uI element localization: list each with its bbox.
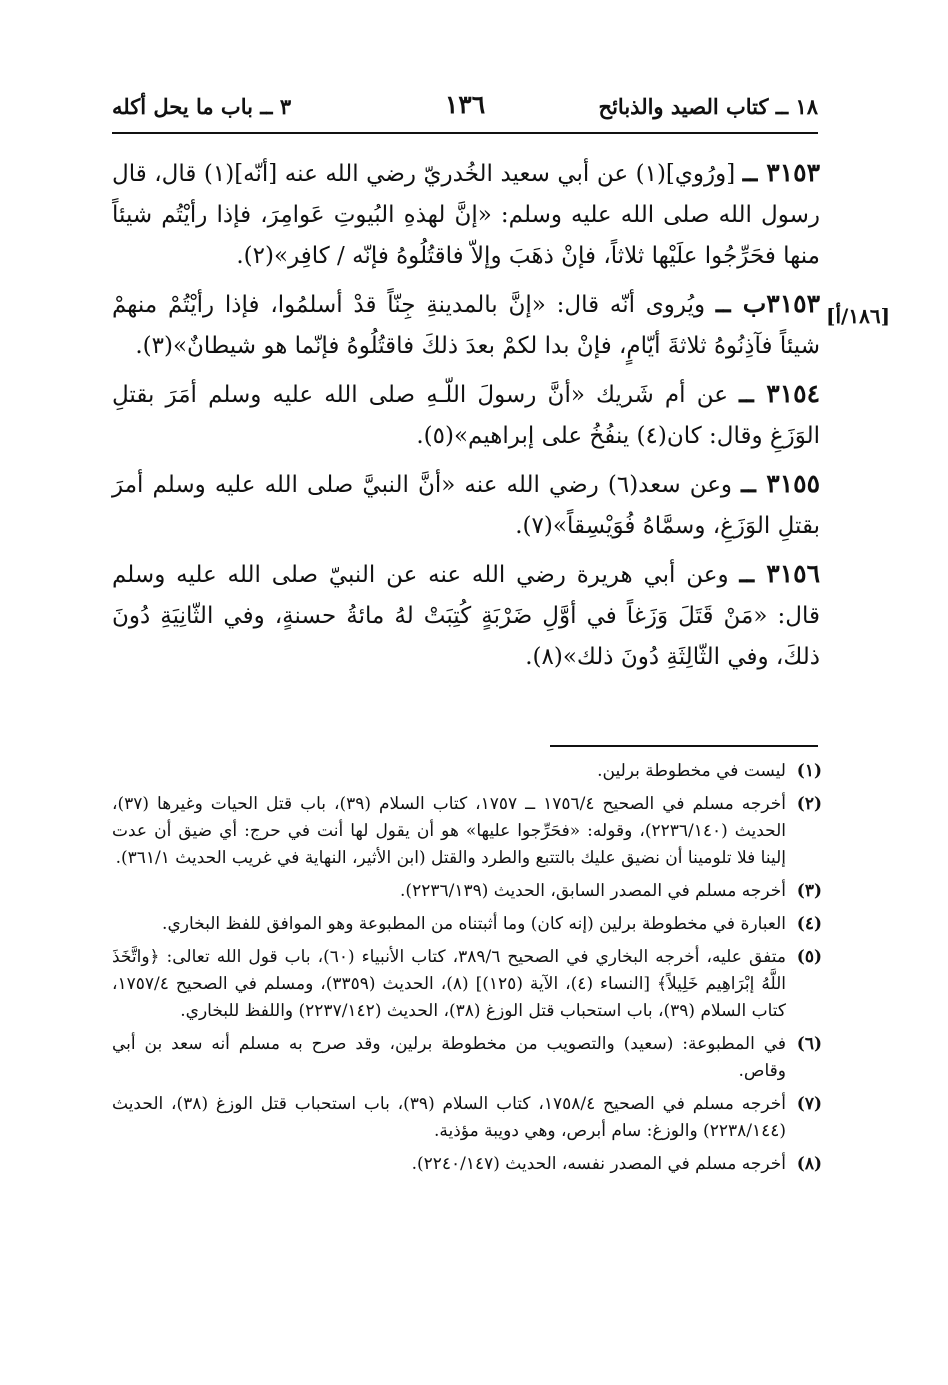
footnote [112,1151,822,1178]
hadith-text: وعن سعد(٦) رضي الله عنه «أنَّ النبيَّ صلى الله عليه وسلم أمرَ بقتلِ الوَزَغِ، وسمَّاهُ فُوَيْسِقاً»(٧). [112,472,820,539]
footnote-number: (٧) [796,1094,822,1114]
footnote [112,1091,822,1145]
hadith-number: ٣١٥٦ ــ [739,559,821,588]
manuscript-folio-marker: [١٨٦/أ] [826,304,891,328]
running-header [112,88,818,134]
hadith-number: ٣١٥٣ ــ [742,158,821,187]
footnote [112,758,822,785]
footnote-text: متفق عليه، أخرجه البخاري في الصحيح ٣٨٩/٦، كتاب الأنبياء (٦٠)، باب قول الله تعالى: ﴿واتَّخَذَ اللَّهُ إبْرَاهِيم خَلِيلاً﴾ [النساء (٤)، الآية (١٢٥)] (٨)، الحديث (٣٣٥٩)، ومسلم في الصحيح ١٧٥٧/٤، كتاب السلام (٣٩)، باب استحباب قتل الوزغ (٣٨)، الحديث (٢٢٣٧/١٤٢) واللفظ للبخاري. [112,947,786,1021]
section-title: ٣ ــ باب ما يحل أكله [112,94,292,119]
footnote-text: أخرجه مسلم في الصحيح ١٧٥٨/٤، كتاب السلام (٣٩)، باب استحباب قتل الوزغ (٣٨)، الحديث (٢٢٣٨/١٤٤) والوزغ: سام أبرص، وهي دويبة مؤذية. [112,1094,786,1141]
footnote-text: ليست في مخطوطة برلين. [597,761,786,781]
footnote [112,791,822,872]
footnote-text: أخرجه مسلم في المصدر نفسه، الحديث (٢٢٤٠/١٤٧). [411,1154,786,1174]
footnote-number: (٦) [796,1034,822,1054]
footnote-number: (٢) [796,794,822,814]
main-text [112,152,820,684]
footnote-number: (١) [796,761,822,781]
hadith-paragraph [112,463,820,547]
footnote-number: (٣) [796,881,822,901]
hadith-paragraph [112,283,820,367]
hadith-number: ٣١٥٤ ــ [739,379,820,408]
footnote-text: أخرجه مسلم في المصدر السابق، الحديث (٢٢٣٦/١٣٩). [400,881,786,901]
hadith-text: عن أم شَريك «أنَّ رسولَ اللّـهِ صلى الله عليه وسلم أمَرَ بقتلِ الوَزَغِ وقال: كان(٤) ينفُخُ على إبراهيم»(٥). [112,382,820,449]
footnote-number: (٥) [796,947,822,967]
hadith-text: وعن أبي هريرة رضي الله عنه عن النبيّ صلى الله عليه وسلم قال: «مَنْ قَتَلَ وَزَغاً في أوَّلِ ضَرْبَةٍ كُتِبَتْ لهُ مائةُ حسنةٍ، وفي الثّانِيَةِ دُونَ ذلكَ، وفي الثّالِثَةِ دُونَ ذلك»(٨). [112,562,820,670]
footnote-text: العبارة في مخطوطة برلين (إنه كان) وما أثبتناه من المطبوعة وهو الموافق للفظ البخاري. [162,914,786,934]
page-number: ١٣٦ [444,90,486,119]
footnote-divider [550,745,818,747]
hadith-text: ويُروى أنّه قال: «إنَّ بالمدينةِ جِنّاً قدْ أسلمُوا، فإذا رأيْتُمْ منهمْ شيئاً فآذِنُوهُ ثلاثةَ أيّامٍ، فإنْ بدا لكمْ بعدَ ذلكَ فاقتُلُوهُ فإنّما هو شيطانٌ»(٣). [112,292,820,359]
footnote-text: في المطبوعة: (سعيد) والتصويب من مخطوطة برلين، وقد صرح به مسلم أنه سعد بن أبي وقاص. [112,1034,786,1081]
footnote [112,1031,822,1085]
chapter-title: ١٨ ــ كتاب الصيد والذبائح [598,94,818,119]
footnote [112,911,822,938]
footnote-number: (٤) [796,914,822,934]
footnote-text: أخرجه مسلم في الصحيح ١٧٥٦/٤ ــ ١٧٥٧، كتاب السلام (٣٩)، باب قتل الحيات وغيرها (٣٧)، الحديث (٢٢٣٦/١٤٠)، وقوله: «فحَرِّجوا عليها» هو أن يقول لها أنت في حرج: أي ضيق أن عدت إلينا فلا تلومينا أن نضيق عليك بالتتبع والطرد والقتل (ابن الأثير، النهاية في غريب الحديث ٣٦١/١). [112,794,787,868]
footnotes [112,758,822,1184]
hadith-paragraph [112,373,820,457]
hadith-number: ٣١٥٥ ــ [741,469,820,498]
hadith-number: ٣١٥٣ب ــ [715,289,820,318]
hadith-text: [ورُوي](١) عن أبي سعيد الخُدريّ رضي الله عنه [أنّه](١) قال، قال رسول الله صلى الله عليه وسلم: «إنَّ لهذهِ البُيوتِ عَوامِرَ، فإذا رأيْتُم شيئاً منها فحَرِّجُوا علَيْها ثلاثاً، فإنْ ذهَبَ وإلاّ فاقتُلُوهُ فإنّه / كافِر»(٢). [112,161,820,269]
footnote [112,878,822,905]
footnote-number: (٨) [796,1154,822,1174]
hadith-paragraph [112,553,820,678]
footnote [112,944,822,1025]
hadith-paragraph [112,152,820,277]
